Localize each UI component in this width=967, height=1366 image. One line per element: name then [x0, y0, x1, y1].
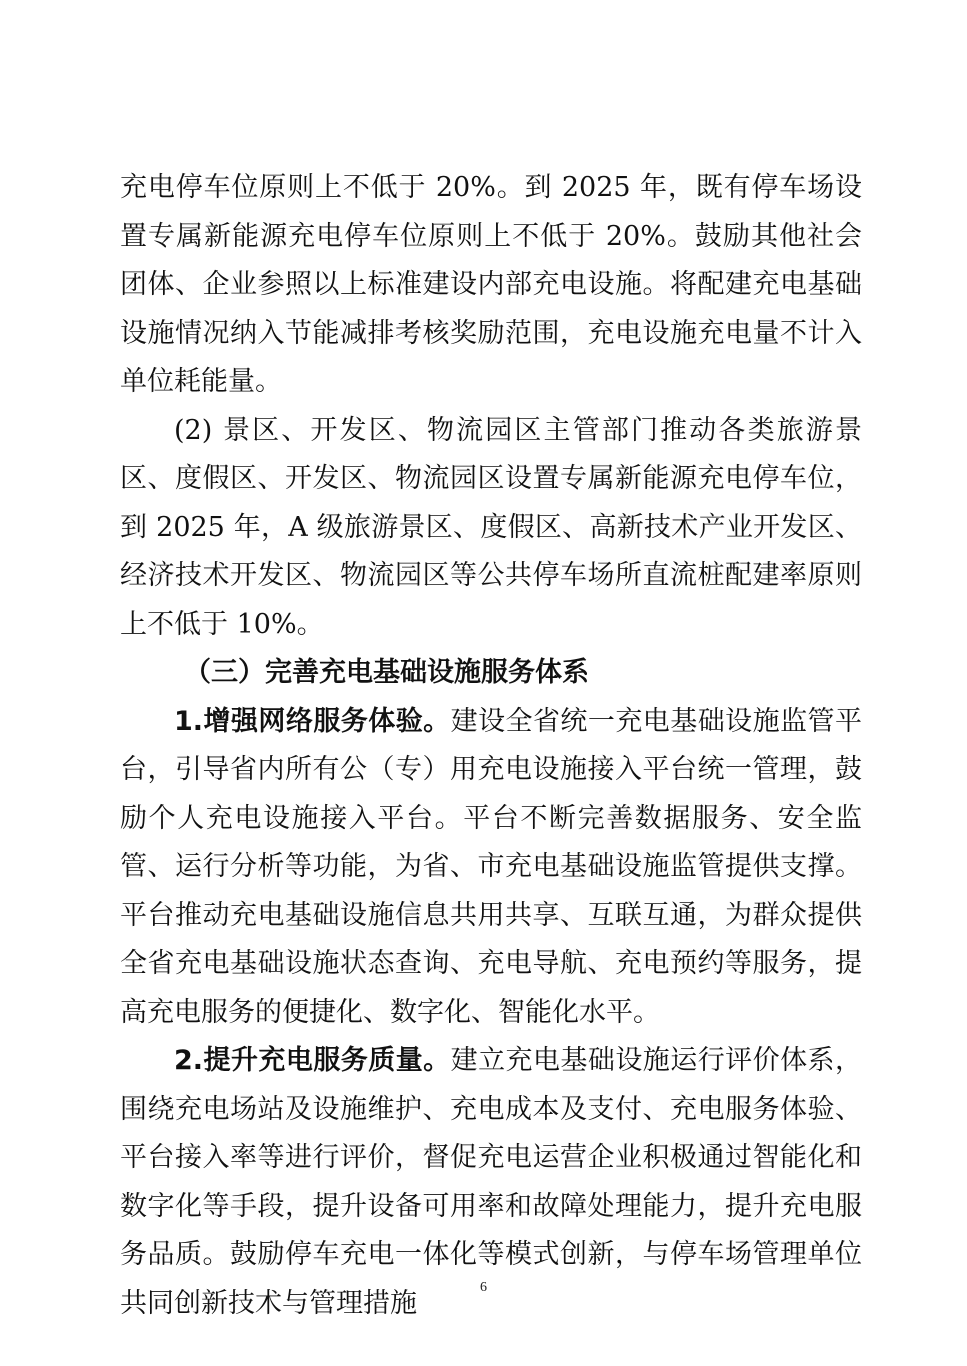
- document-body: [120, 164, 862, 1328]
- item-text: 建设全省统一充电基础设施监管平台，引导省内所有公（专）用充电设施接入平台统一管理，鼓励个人充电设施接入平台。平台不断完善数据服务、安全监管、运行分析等功能，为省、市充电基础设施监管提供支撑。平台推动充电基础设施信息共用共享、互联互通，为群众提供全省充电基础设施状态查询、充电导航、充电预约等服务，提高充电服务的便捷化、数字化、智能化水平。: [120, 705, 862, 1028]
- page-number: 6: [480, 1280, 487, 1295]
- item-lead: 1.增强网络服务体验。: [174, 705, 451, 737]
- paragraph-scenic-areas: (2) 景区、开发区、物流园区主管部门推动各类旅游景区、度假区、开发区、物流园区设置专属新能源充电停车位，到 2025 年，A 级旅游景区、度假区、高新技术产业开发区、经济技术开发区、物流园区等公共停车场所直流桩配建率原则上不低于 10%。: [120, 414, 862, 640]
- item-lead: 2.提升充电服务质量。: [174, 1045, 451, 1076]
- item-network-service: [120, 698, 862, 1038]
- section-heading: （三）完善充电基础设施服务体系: [184, 657, 589, 688]
- item-text: 建立充电基础设施运行评价体系，围绕充电场站及设施维护、充电成本及支付、充电服务体验、平台接入率等进行评价，督促充电运营企业积极通过智能化和数字化等手段，提升设备可用率和故障处理能力，提升充电服务品质。鼓励停车充电一体化等模式创新，与停车场管理单位共同创新技术与管理措施: [120, 1045, 862, 1319]
- paragraph-continuation: 充电停车位原则上不低于 20%。到 2025 年，既有停车场设置专属新能源充电停车位原则上不低于 20%。鼓励其他社会团体、企业参照以上标准建设内部充电设施。将配建充电基础设施情况纳入节能减排考核奖励范围，充电设施充电量不计入单位耗能量。: [120, 172, 862, 397]
